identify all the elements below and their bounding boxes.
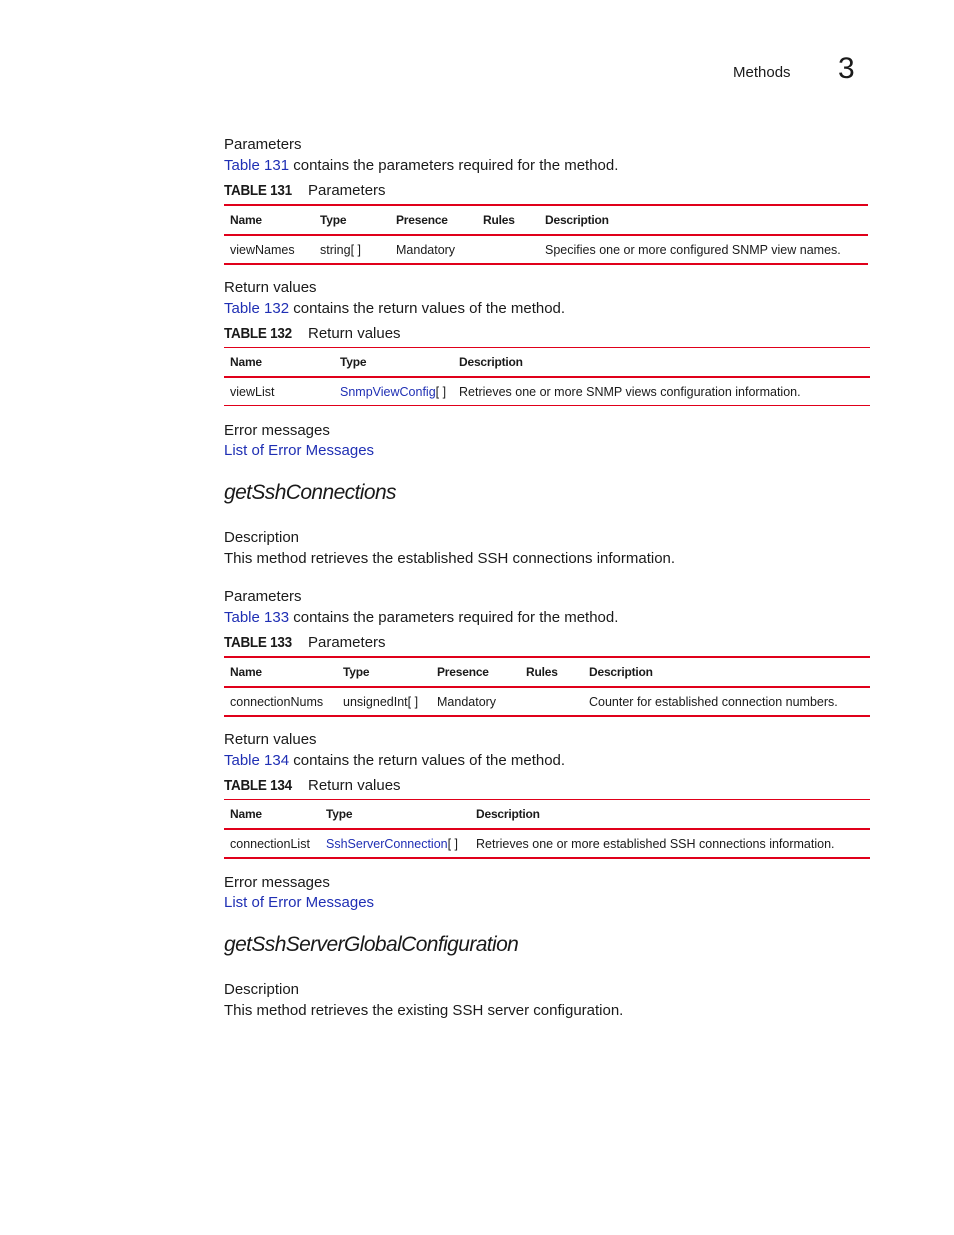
cell-type: SnmpViewConfig[ ] bbox=[334, 377, 453, 406]
parameters-heading: Parameters bbox=[224, 588, 302, 605]
col-header: Name bbox=[224, 348, 334, 378]
cell-description: Specifies one or more configured SNMP view names. bbox=[539, 235, 868, 264]
table-title: Return values bbox=[308, 777, 401, 794]
table-number: TABLE 134 bbox=[224, 777, 292, 794]
table-131-link[interactable]: Table 131 bbox=[224, 157, 290, 174]
type-link[interactable]: SshServerConnection bbox=[326, 836, 448, 851]
table-row bbox=[224, 829, 870, 858]
cell-name: connectionList bbox=[224, 829, 320, 858]
table-header-row bbox=[224, 800, 870, 830]
table-number: TABLE 131 bbox=[224, 182, 292, 199]
error-messages-link[interactable]: List of Error Messages bbox=[224, 894, 375, 911]
description-heading: Description bbox=[224, 981, 300, 998]
cell-rules bbox=[477, 235, 539, 264]
col-header: Type bbox=[320, 800, 470, 830]
method-title: getSshConnections bbox=[224, 481, 396, 504]
col-header: Rules bbox=[520, 657, 583, 687]
table-title: Parameters bbox=[308, 182, 386, 199]
table-134 bbox=[224, 799, 870, 859]
chapter-label: Methods bbox=[733, 64, 791, 81]
table-131-caption bbox=[224, 181, 386, 201]
cell-presence: Mandatory bbox=[431, 687, 520, 716]
cell-name: connectionNums bbox=[224, 687, 337, 716]
table-header-row bbox=[224, 348, 870, 378]
col-header: Type bbox=[337, 657, 431, 687]
description-text: This method retrieves the existing SSH server configuration. bbox=[224, 1002, 624, 1019]
col-header: Type bbox=[314, 205, 390, 235]
col-header: Name bbox=[224, 657, 337, 687]
table-133-link[interactable]: Table 133 bbox=[224, 609, 290, 626]
table-row bbox=[224, 687, 870, 716]
cell-description: Retrieves one or more established SSH connections information. bbox=[470, 829, 870, 858]
chapter-number: 3 bbox=[838, 52, 855, 85]
table-header-row bbox=[224, 205, 868, 235]
table-132-caption bbox=[224, 324, 401, 344]
return-values-heading: Return values bbox=[224, 279, 317, 296]
cell-description: Counter for established connection numbers. bbox=[583, 687, 870, 716]
col-header: Presence bbox=[390, 205, 477, 235]
table-number: TABLE 133 bbox=[224, 634, 292, 651]
table-132 bbox=[224, 347, 870, 406]
table-row bbox=[224, 235, 868, 264]
table-132-link[interactable]: Table 132 bbox=[224, 300, 290, 317]
col-header: Description bbox=[470, 800, 870, 830]
table-134-link[interactable]: Table 134 bbox=[224, 752, 290, 769]
parameters-heading: Parameters bbox=[224, 136, 302, 153]
parameters-intro: Table 133 contains the parameters required for the method. bbox=[224, 609, 619, 626]
cell-type: SshServerConnection[ ] bbox=[320, 829, 470, 858]
error-messages-link[interactable]: List of Error Messages bbox=[224, 442, 375, 459]
table-133 bbox=[224, 656, 870, 717]
parameters-intro: Table 131 contains the parameters required for the method. bbox=[224, 157, 619, 174]
col-header: Presence bbox=[431, 657, 520, 687]
cell-description: Retrieves one or more SNMP views configuration information. bbox=[453, 377, 870, 406]
table-title: Parameters bbox=[308, 634, 386, 651]
table-134-caption bbox=[224, 776, 401, 796]
description-text: This method retrieves the established SSH connections information. bbox=[224, 550, 676, 567]
method-title: getSshServerGlobalConfiguration bbox=[224, 933, 519, 956]
cell-presence: Mandatory bbox=[390, 235, 477, 264]
error-messages-link-para bbox=[224, 893, 374, 913]
type-link[interactable]: SnmpViewConfig bbox=[340, 384, 436, 399]
cell-name: viewNames bbox=[224, 235, 314, 264]
error-messages-link-para bbox=[224, 441, 374, 461]
description-heading: Description bbox=[224, 529, 300, 546]
cell-type: string[ ] bbox=[314, 235, 390, 264]
cell-name: viewList bbox=[224, 377, 334, 406]
table-title: Return values bbox=[308, 325, 401, 342]
table-133-caption bbox=[224, 633, 386, 653]
error-messages-heading: Error messages bbox=[224, 422, 330, 439]
col-header: Type bbox=[334, 348, 453, 378]
cell-type: unsignedInt[ ] bbox=[337, 687, 431, 716]
return-values-intro: Table 134 contains the return values of the method. bbox=[224, 752, 566, 769]
col-header: Description bbox=[453, 348, 870, 378]
cell-rules bbox=[520, 687, 583, 716]
return-values-intro: Table 132 contains the return values of the method. bbox=[224, 300, 566, 317]
return-values-heading: Return values bbox=[224, 731, 317, 748]
table-number: TABLE 132 bbox=[224, 325, 292, 342]
error-messages-heading: Error messages bbox=[224, 874, 330, 891]
table-header-row bbox=[224, 657, 870, 687]
col-header: Name bbox=[224, 205, 314, 235]
col-header: Rules bbox=[477, 205, 539, 235]
col-header: Name bbox=[224, 800, 320, 830]
table-131 bbox=[224, 204, 868, 265]
col-header: Description bbox=[583, 657, 870, 687]
table-row bbox=[224, 377, 870, 406]
col-header: Description bbox=[539, 205, 868, 235]
